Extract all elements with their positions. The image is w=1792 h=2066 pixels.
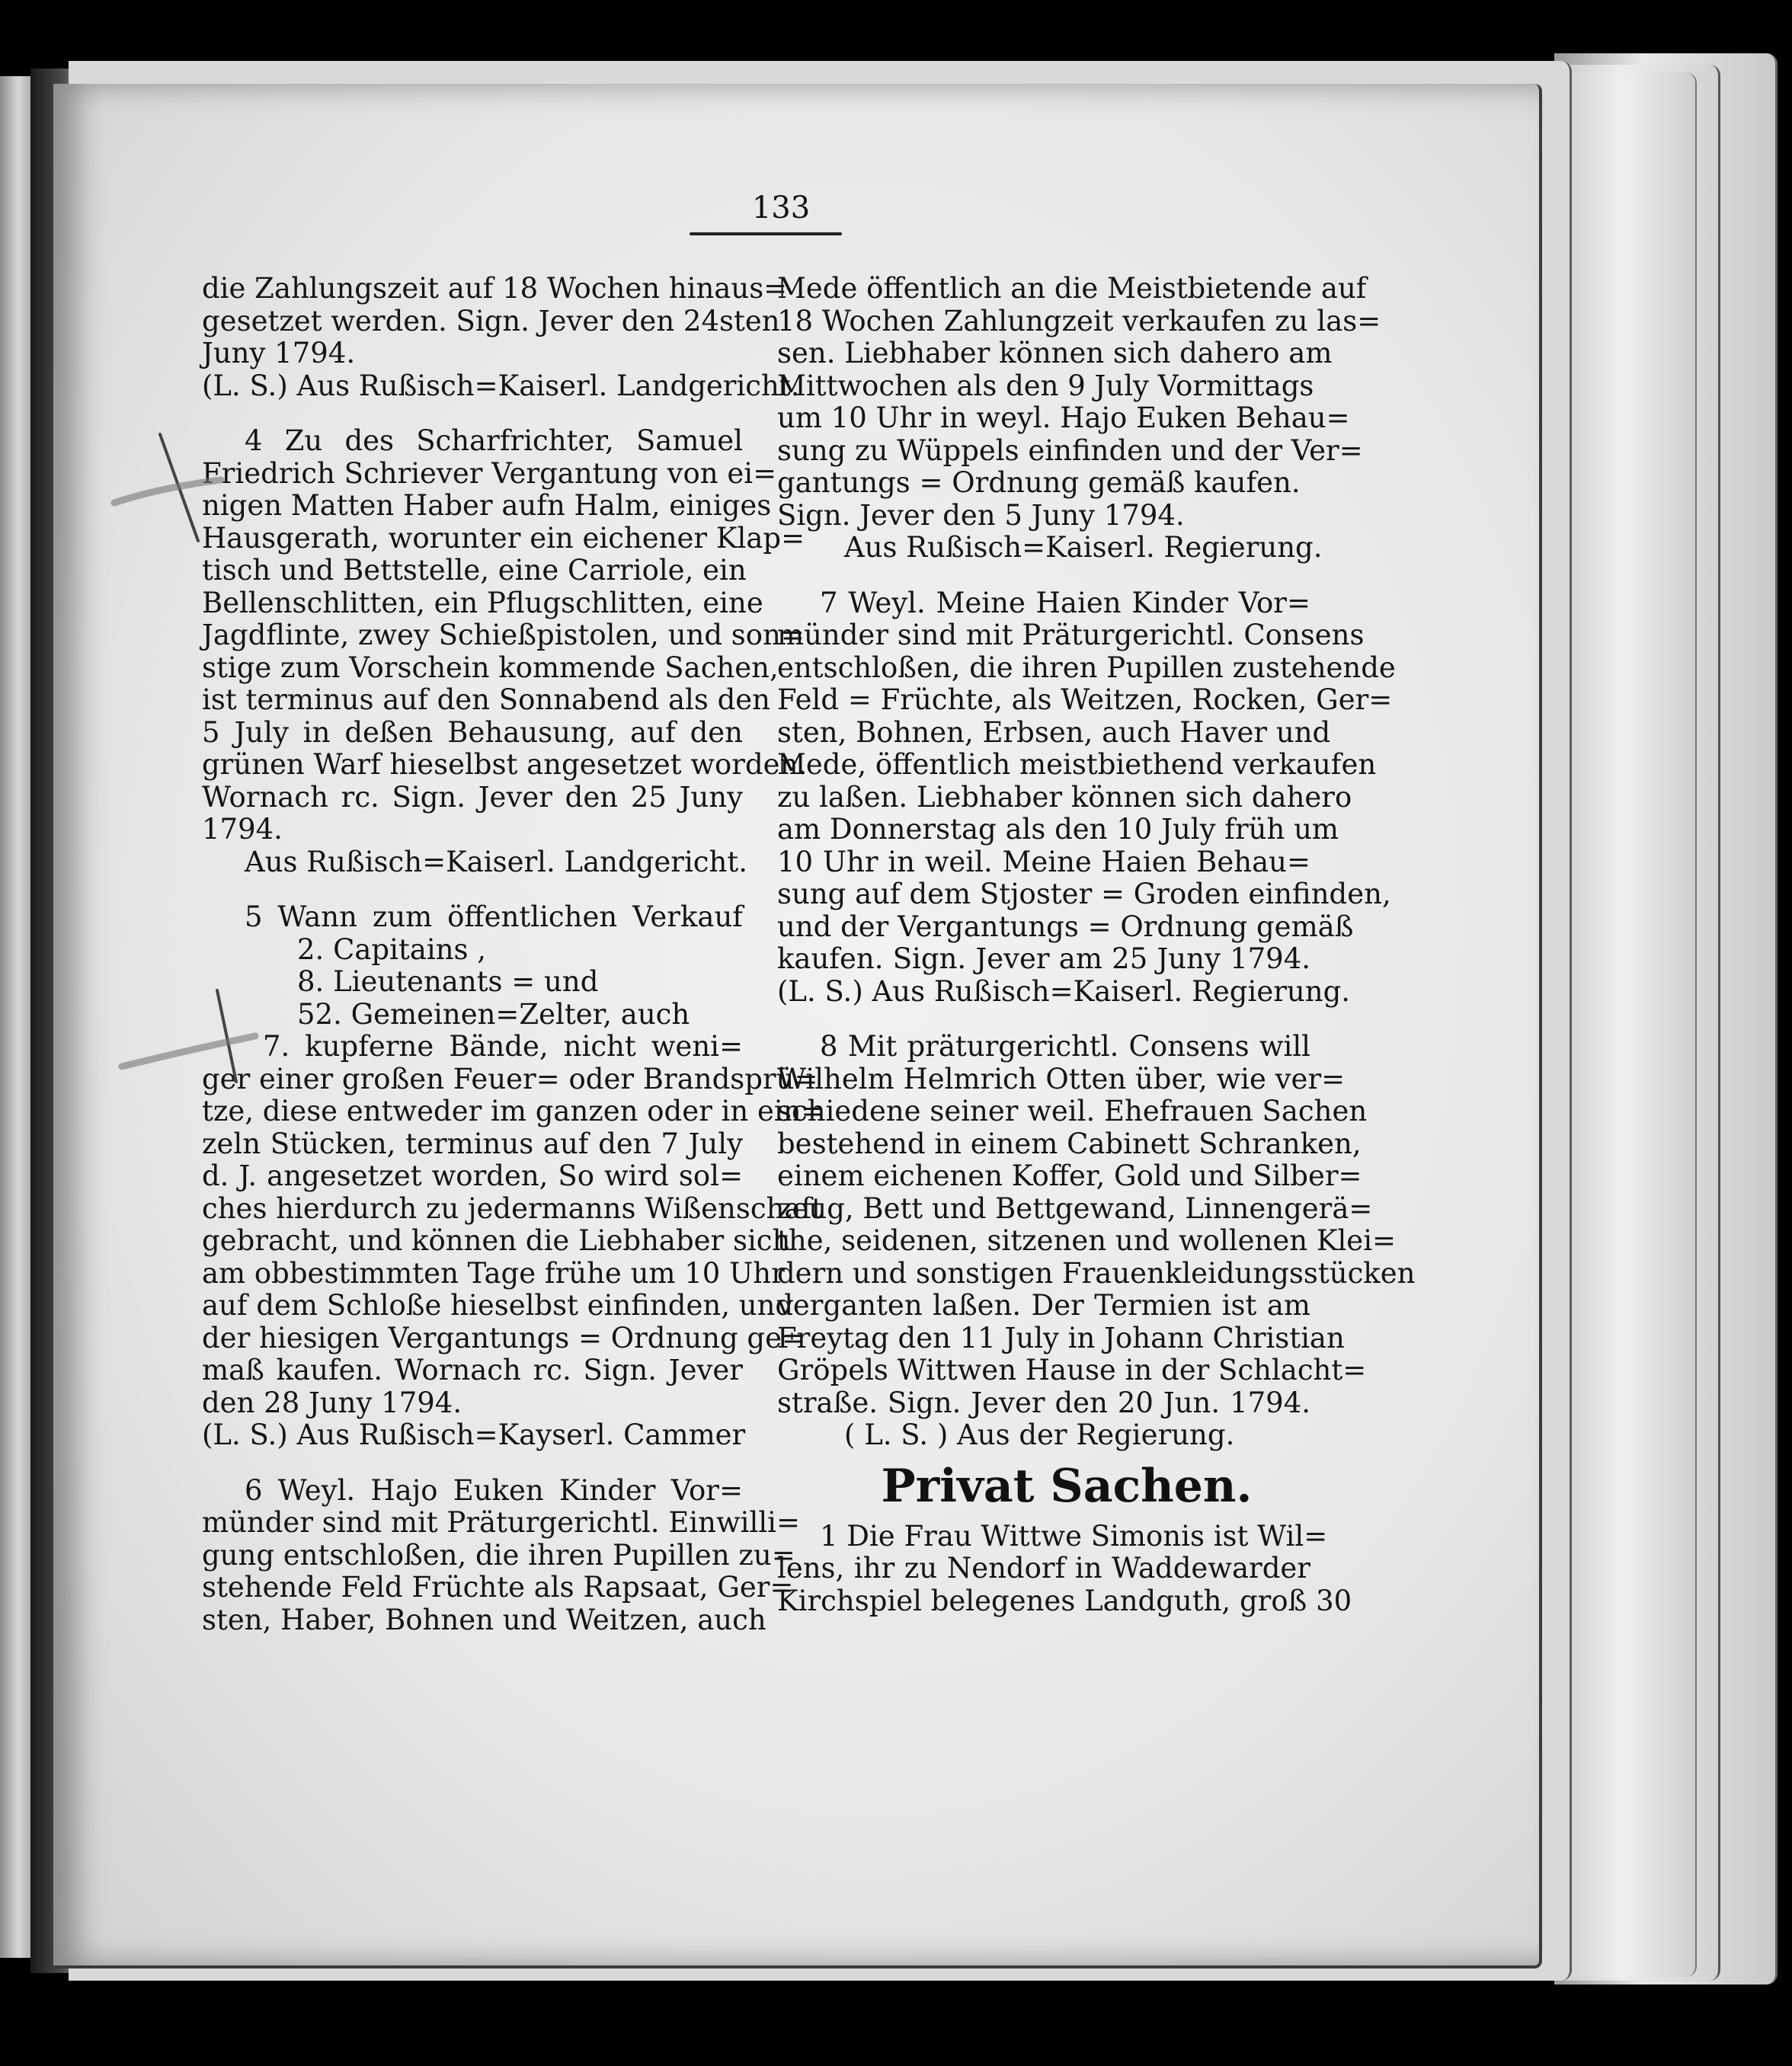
text-line: bestehend in einem Cabinett Schranken, bbox=[777, 1127, 1362, 1160]
page-number: 133 bbox=[751, 190, 811, 225]
text-line: münder sind mit Präturgerichtl. Einwilli= bbox=[202, 1506, 801, 1539]
right-column-announcements bbox=[777, 272, 1416, 1452]
text-line: (L. S.) Aus Rußisch=Kayserl. Cammer bbox=[202, 1418, 746, 1451]
text-line: gesetzet werden. Sign. Jever den 24sten bbox=[202, 304, 780, 337]
text-line: Wilhelm Helmrich Otten über, wie ver= bbox=[777, 1062, 1346, 1095]
text-line: zeug, Bett und Bettgewand, Linnengerä= bbox=[777, 1191, 1373, 1225]
text-line: the, seidenen, sitzenen und wollenen Klei= bbox=[777, 1224, 1397, 1257]
text-line: Mittwochen als den 9 July Vormittags bbox=[777, 369, 1314, 402]
text-line: die Zahlungszeit auf 18 Wochen hinaus= bbox=[202, 272, 788, 305]
text-line: stige zum Vorschein kommende Sachen, bbox=[202, 651, 779, 684]
text-line: einem eichenen Koffer, Gold und Silber= bbox=[777, 1159, 1362, 1192]
text-line: (L. S.) Aus Rußisch=Kaiserl. Regierung. bbox=[777, 974, 1351, 1008]
text-line: grünen Warf hieselbst angesetzet worden. bbox=[202, 748, 808, 781]
text-line: um 10 Uhr in weyl. Hajo Euken Behau= bbox=[777, 401, 1350, 434]
text-line: Friedrich Schriever Vergantung von ei= bbox=[202, 456, 777, 490]
text-line: 18 Wochen Zahlungzeit verkaufen zu las= bbox=[777, 304, 1381, 337]
text-line: ches hierdurch zu jedermanns Wißenschaft bbox=[202, 1191, 824, 1225]
text-line: zeln Stücken, terminus auf den 7 July bbox=[202, 1127, 743, 1160]
text-line: sten, Bohnen, Erbsen, auch Haver und bbox=[777, 715, 1331, 749]
text-line: 1 Die Frau Wittwe Simonis ist Wil= bbox=[820, 1519, 1328, 1553]
text-line: straße. Sign. Jever den 20 Jun. 1794. bbox=[777, 1386, 1310, 1419]
text-line: ist terminus auf den Sonnabend als den bbox=[202, 683, 770, 716]
text-line: kaufen. Sign. Jever am 25 Juny 1794. bbox=[777, 942, 1310, 975]
text-line: d. J. angesetzet worden, So wird sol= bbox=[202, 1159, 743, 1192]
text-line: sen. Liebhaber können sich dahero am bbox=[777, 337, 1333, 369]
text-line: tisch und Bettstelle, eine Carriole, ein bbox=[202, 554, 747, 587]
text-line: gebracht, und können die Liebhaber sich bbox=[202, 1224, 791, 1257]
text-line: der hiesigen Vergantungs = Ordnung ge= bbox=[202, 1321, 806, 1354]
text-line: 10 Uhr in weil. Meine Haien Behau= bbox=[777, 845, 1310, 878]
paragraph-gap bbox=[777, 564, 1310, 587]
text-line: sung auf dem Stjoster = Groden einfinden, bbox=[777, 878, 1391, 910]
paragraph-gap bbox=[202, 878, 743, 901]
pencil-mark bbox=[114, 983, 267, 1120]
text-line: entschloßen, die ihren Pupillen zustehende bbox=[777, 651, 1396, 684]
text-line: auf dem Schloße hieselbst einfinden, und bbox=[202, 1289, 794, 1322]
paragraph-gap bbox=[777, 1008, 1310, 1031]
text-line: münder sind mit Präturgerichtl. Consens bbox=[777, 619, 1365, 651]
text-line: Bellenschlitten, ein Pflugschlitten, eine bbox=[202, 586, 763, 619]
text-line: Jagdflinte, zwey Schießpistolen, und son= bbox=[202, 619, 805, 651]
text-line: lens, ihr zu Nendorf in Waddewarder bbox=[777, 1552, 1310, 1585]
text-line: am obbestimmten Tage frühe um 10 Uhr bbox=[202, 1256, 785, 1290]
text-line: schiedene seiner weil. Ehefrauen Sachen bbox=[777, 1095, 1368, 1127]
pencil-mark bbox=[107, 427, 259, 564]
text-line: 8 Mit präturgerichtl. Consens will bbox=[820, 1030, 1310, 1063]
text-line: sten, Haber, Bohnen und Weitzen, auch bbox=[202, 1603, 766, 1636]
right-column bbox=[777, 272, 1416, 1617]
text-line: zu laßen. Liebhaber können sich dahero bbox=[777, 780, 1352, 814]
text-line: gung entschloßen, die ihren Pupillen zu= bbox=[202, 1538, 795, 1572]
text-line: dern und sonstigen Frauenkleidungsstücken bbox=[777, 1256, 1416, 1290]
text-line: gantungs = Ordnung gemäß kaufen. bbox=[777, 466, 1301, 499]
text-line: nigen Matten Haber aufn Halm, einiges bbox=[202, 489, 772, 522]
text-line: Kirchspiel belegenes Landguth, groß 30 bbox=[777, 1584, 1352, 1617]
text-line: 5 July in deßen Behausung, auf den bbox=[202, 715, 743, 749]
text-line: ger einer großen Feuer= oder Brandsprü= bbox=[202, 1062, 818, 1095]
text-line: Sign. Jever den 5 Juny 1794. bbox=[777, 498, 1185, 532]
paragraph-gap bbox=[202, 1452, 743, 1475]
text-line: 7 Weyl. Meine Haien Kinder Vor= bbox=[820, 586, 1310, 619]
text-line: 6 Weyl. Hajo Euken Kinder Vor= bbox=[245, 1473, 743, 1507]
left-page-edge bbox=[0, 76, 30, 1958]
text-line: Wornach rc. Sign. Jever den 25 Juny bbox=[202, 780, 743, 814]
text-line: Aus Rußisch=Kaiserl. Regierung. bbox=[844, 531, 1323, 564]
text-line: Hausgerath, worunter ein eichener Klap= bbox=[202, 521, 805, 555]
text-line: Aus Rußisch=Kaiserl. Landgericht. bbox=[245, 845, 747, 878]
text-line: den 28 Juny 1794. bbox=[202, 1386, 462, 1419]
right-column-private-notices bbox=[777, 1519, 1352, 1618]
section-heading: Privat Sachen. bbox=[881, 1459, 1253, 1513]
left-column bbox=[202, 272, 825, 1636]
text-line: Gröpels Wittwen Hause in der Schlacht= bbox=[777, 1354, 1367, 1386]
text-line: stehende Feld Früchte als Rapsaat, Ger= bbox=[202, 1571, 794, 1604]
text-line: tze, diese entweder im ganzen oder in ein= bbox=[202, 1095, 825, 1127]
text-line: Mede öffentlich an die Meistbietende auf bbox=[777, 272, 1367, 305]
header-rule bbox=[690, 232, 842, 235]
text-line: Juny 1794. bbox=[202, 337, 356, 369]
text-line: ( L. S. ) Aus der Regierung. bbox=[844, 1418, 1235, 1451]
paragraph-gap bbox=[202, 402, 743, 425]
text-line: Freytag den 11 July in Johann Christian bbox=[777, 1321, 1345, 1354]
text-line: (L. S.) Aus Rußisch=Kaiserl. Landgericht. bbox=[202, 369, 800, 402]
text-line: 1794. bbox=[202, 813, 283, 846]
text-line: Mede, öffentlich meistbiethend verkaufen bbox=[777, 748, 1377, 781]
text-line: 52. Gemeinen=Zelter, auch bbox=[297, 997, 690, 1031]
text-line: verganten laßen. Der Termien ist am bbox=[777, 1289, 1310, 1322]
text-line: sung zu Wüppels einfinden und der Ver= bbox=[777, 433, 1363, 467]
text-line: 4 Zu des Scharfrichter, Samuel bbox=[245, 424, 743, 457]
text-line: 7. kupferne Bände, nicht weni= bbox=[263, 1030, 743, 1063]
text-line: am Donnerstag als den 10 July früh um bbox=[777, 813, 1339, 846]
text-line: und der Vergantungs = Ordnung gemäß bbox=[777, 910, 1354, 943]
text-line: 2. Capitains , bbox=[297, 932, 487, 966]
text-line: 5 Wann zum öffentlichen Verkauf bbox=[245, 900, 743, 933]
text-line: Feld = Früchte, als Weitzen, Rocken, Ger= bbox=[777, 683, 1393, 716]
text-line: 8. Lieutenants = und bbox=[297, 965, 599, 998]
text-line: maß kaufen. Wornach rc. Sign. Jever bbox=[202, 1354, 743, 1386]
